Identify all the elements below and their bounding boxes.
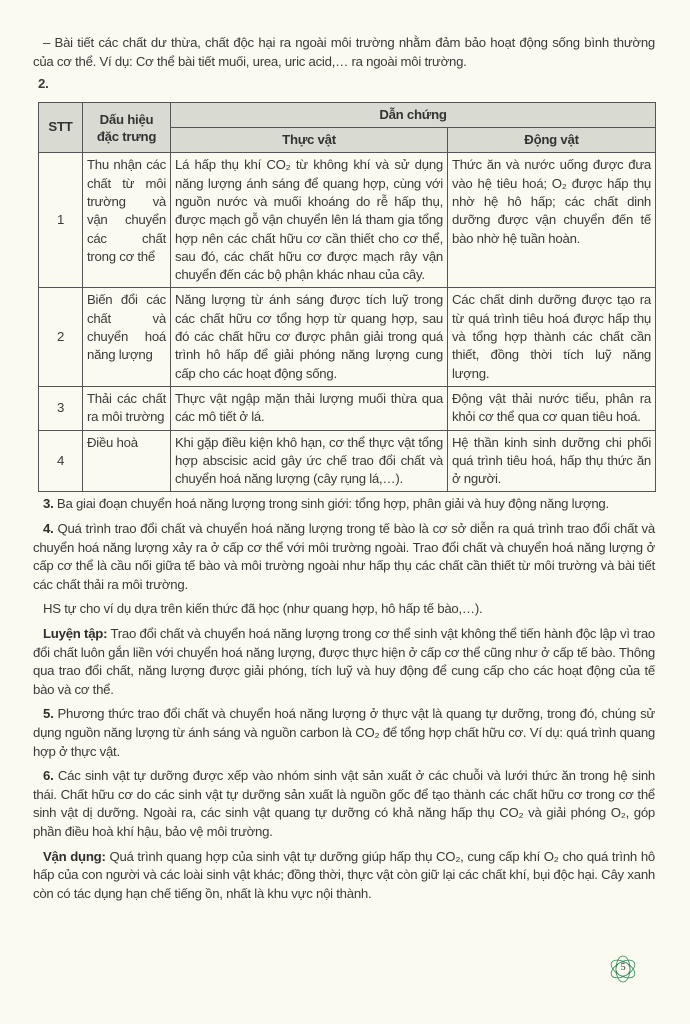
row-sign: Biến đổi các chất và chuyển hoá năng lượng <box>83 288 171 386</box>
answer-5-text: Phương thức trao đổi chất và chuyển hoá năng lượng ở thực vật là quang tự dưỡng, trong đó, chúng sử dụng nguồn năng lượng từ ánh sáng và nguồn carbon là CO₂ để tổng hợp chất hữu cơ. Ví dụ: quá trình quang hợp ở thực vật. <box>33 706 655 759</box>
answer-6-text: Các sinh vật tự dưỡng được xếp vào nhóm sinh vật sản xuất ở các chuỗi và lưới thức ăn trong hệ sinh thái. Chất hữu cơ do các sinh vật tự dưỡng sản xuất là nguồn gốc để tạo thành các chất hữu cơ trong cơ thể sinh vật dị dưỡng. Ngoài ra, các sinh vật quang tự dưỡng có khả năng hấp thụ CO₂ và giải phóng O₂, góp phần điều hoà khí hậu, bảo vệ môi trường. <box>33 768 655 839</box>
row-animal: Các chất dinh dưỡng được tạo ra từ quá trình tiêu hoá được hấp thụ và tổng hợp thành các chất cần thiết, đồng thời tích luỹ năng lượng. <box>448 288 656 386</box>
answer-6 <box>33 767 655 841</box>
answer-4-label: 4. <box>43 521 54 537</box>
row-animal: Hệ thần kinh sinh dưỡng chi phối quá trình tiêu hoá, hấp thụ thức ăn ở người. <box>448 430 656 492</box>
row-sign: Thu nhận các chất từ môi trường và vận chuyển các chất trong cơ thể <box>83 153 171 288</box>
practice-label: Luyện tập: <box>43 625 108 641</box>
intro-paragraph: – Bài tiết các chất dư thừa, chất độc hại ra ngoài môi trường nhằm đảm bảo hoạt động sống bình thường của cơ thể. Ví dụ: Cơ thể bài tiết muối, urea, uric acid,… ra ngoài môi trường. <box>33 35 655 69</box>
answer-3 <box>33 495 655 514</box>
apply-text: Quá trình quang hợp của sinh vật tự dưỡng giúp hấp thụ CO₂, cung cấp khí O₂ cho quá trình hô hấp của con người và các loài sinh vật khác; đồng thời, thực vật còn giữ lại các chất khí, bụi độc hại. Cây xanh còn có tác dụng hạn chế tiếng ồn, nhất là khu vực nội thành. <box>33 848 655 901</box>
answer-4 <box>33 520 655 594</box>
table-row <box>39 386 656 430</box>
row-plant: Thực vật ngập mặn thải lượng muối thừa qua các mô tiết ở lá. <box>171 386 448 430</box>
table-row <box>39 153 656 288</box>
apply-paragraph <box>33 848 655 904</box>
row-stt: 1 <box>39 153 83 288</box>
answer-4-note: HS tự cho ví dụ dựa trên kiến thức đã học (như quang hợp, hô hấp tế bào,…). <box>43 601 483 617</box>
row-sign: Điều hoà <box>83 430 171 492</box>
answer-4-text: Quá trình trao đổi chất và chuyển hoá năng lượng trong tế bào là cơ sở diễn ra quá trình trao đổi chất và chuyển hoá năng lượng xảy ra ở cấp cơ thể với môi trường ngoài. Trao đổi chất và chuyển hoá năng lượng ở cấp cơ thể là cầu nối giữa tế bào và môi trường ngoài như hấp thụ các chất cần thiết từ môi trường và bài tiết các chất thải ra môi trường. <box>33 521 655 592</box>
header-stt: STT <box>39 102 83 153</box>
table-header-row <box>39 102 656 127</box>
row-animal: Động vật thải nước tiểu, phân ra khỏi cơ thể qua cơ quan tiêu hoá. <box>448 386 656 430</box>
header-animal: Động vật <box>448 128 656 153</box>
header-sign: Dấu hiệu đặc trưng <box>83 102 171 153</box>
row-stt: 3 <box>39 386 83 430</box>
practice-text: Trao đổi chất và chuyển hoá năng lượng trong cơ thể sinh vật không thể tiến hành độc lập vì trao đổi chất luôn gắn liền với chuyển hoá năng lượng, được thực hiện ở cấp cơ thể cũng như ở cấp tế bào. Thông qua trao đổi chất, năng lượng được giải phóng, tích luỹ và huy động để cung cấp cho các hoạt động của tế bào và cơ thể. <box>33 625 656 697</box>
page-number: 5 <box>620 962 626 973</box>
practice-paragraph <box>33 625 655 699</box>
row-plant: Khi gặp điều kiện khô hạn, cơ thể thực vật tổng hợp abscisic acid gây ức chế trao đổi chất và chuyển hoá năng lượng (cây rụng lá,…). <box>171 430 448 492</box>
question-2-label: 2. <box>38 76 49 92</box>
apply-label: Vận dụng: <box>43 848 106 864</box>
answer-5-label: 5. <box>43 706 54 722</box>
table-row <box>39 430 656 492</box>
page-number-badge <box>608 954 638 984</box>
header-evidence: Dẫn chứng <box>171 102 656 127</box>
row-stt: 4 <box>39 430 83 492</box>
page-content <box>33 34 655 903</box>
row-animal: Thức ăn và nước uống được đưa vào hệ tiêu hoá; O₂ được hấp thụ nhờ hệ hô hấp; các chất dinh dưỡng được vận chuyển đến tế bào nhờ hệ tuần hoàn. <box>448 153 656 288</box>
table-row <box>39 288 656 386</box>
answer-6-label: 6. <box>43 768 54 784</box>
row-sign: Thải các chất ra môi trường <box>83 386 171 430</box>
answer-3-label: 3. <box>43 496 54 512</box>
answer-5 <box>33 705 655 761</box>
answer-3-text: Ba giai đoạn chuyển hoá năng lượng trong sinh giới: tổng hợp, phân giải và huy động năng lượng. <box>53 496 609 512</box>
comparison-table <box>38 102 656 493</box>
header-plant: Thực vật <box>171 128 448 153</box>
row-stt: 2 <box>39 288 83 386</box>
row-plant: Năng lượng từ ánh sáng được tích luỹ trong các chất hữu cơ tổng hợp từ quang hợp, sau đó các chất hữu cơ được phân giải trong quá trình hô hấp để giải phóng năng lượng cung cấp cho các hoạt động sống. <box>171 288 448 386</box>
row-plant: Lá hấp thụ khí CO₂ từ không khí và sử dụng năng lượng ánh sáng để quang hợp, cùng với nguồn nước và muối khoáng do rễ hấp thụ, được mạch gỗ vận chuyển lên lá tham gia tổng hợp nên các chất hữu cơ cần thiết cho cơ thể, sau đó, các chất hữu cơ được mạch rây vận chuyển đến các bộ phận khác nhau của cây. <box>171 153 448 288</box>
